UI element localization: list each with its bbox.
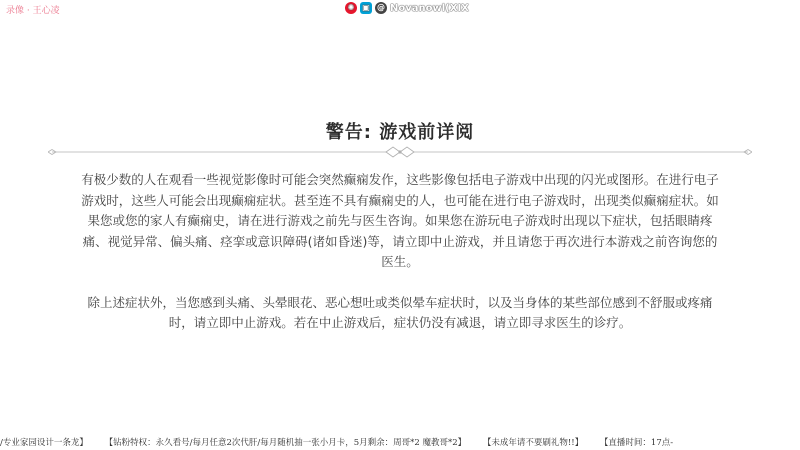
ornamental-divider <box>48 145 752 159</box>
stream-overlay-bar <box>0 0 800 18</box>
ticker-item: 【直播时间：17点- <box>599 438 674 448</box>
weibo-icon: ✺ <box>345 2 357 14</box>
stream-watermark <box>345 2 469 14</box>
ticker-item: 【钻粉特权：永久看号/每月任意2次代肝/每月随机抽一张小月卡，5月剩余：周哥*2 魔教哥*2】 <box>104 438 467 448</box>
ticker-item: 【未成年请不要刷礼物!!】 <box>482 438 584 448</box>
recording-label: 录像 · 王心凌 <box>6 6 60 16</box>
stream-ticker <box>0 436 800 450</box>
seizure-warning-body <box>80 170 720 334</box>
page-title: 警告: 游戏前详阅 <box>325 122 475 143</box>
warning-paragraph-1: 有极少数的人在观看一些视觉影像时可能会突然癫痫发作，这些影像包括电子游戏中出现的闪光或图形。在进行电子游戏时，这些人可能会出现癫痫症状。甚至连不具有癫痫史的人，也可能在进行电子游戏时，出现类似癫痫症状。如果您或您的家人有癫痫史，请在进行游戏之前先与医生咨询。如果您在游玩电子游戏时出现以下症状，包括眼睛疼痛、视觉异常、偏头痛、痉挛或意识障碍(诸如昏迷)等，请立即中止游戏，并且请您于再次进行本游戏之前咨询您的医生。 <box>81 172 719 269</box>
at-icon: @ <box>377 3 385 12</box>
warning-paragraph-2: 除上述症状外，当您感到头痛、头晕眼花、恶心想吐或类似晕车症状时，以及当身体的某些部位感到不舒服或疼痛时，请立即中止游戏。若在中止游戏后，症状仍没有减退，请立即寻求医生的诊疗。 <box>87 294 713 330</box>
ticker-item: /专业家园设计一条龙】 <box>0 438 88 448</box>
bilibili-icon: ▣ <box>360 2 372 14</box>
watermark-handle: Novanowl(XIX <box>390 2 469 14</box>
